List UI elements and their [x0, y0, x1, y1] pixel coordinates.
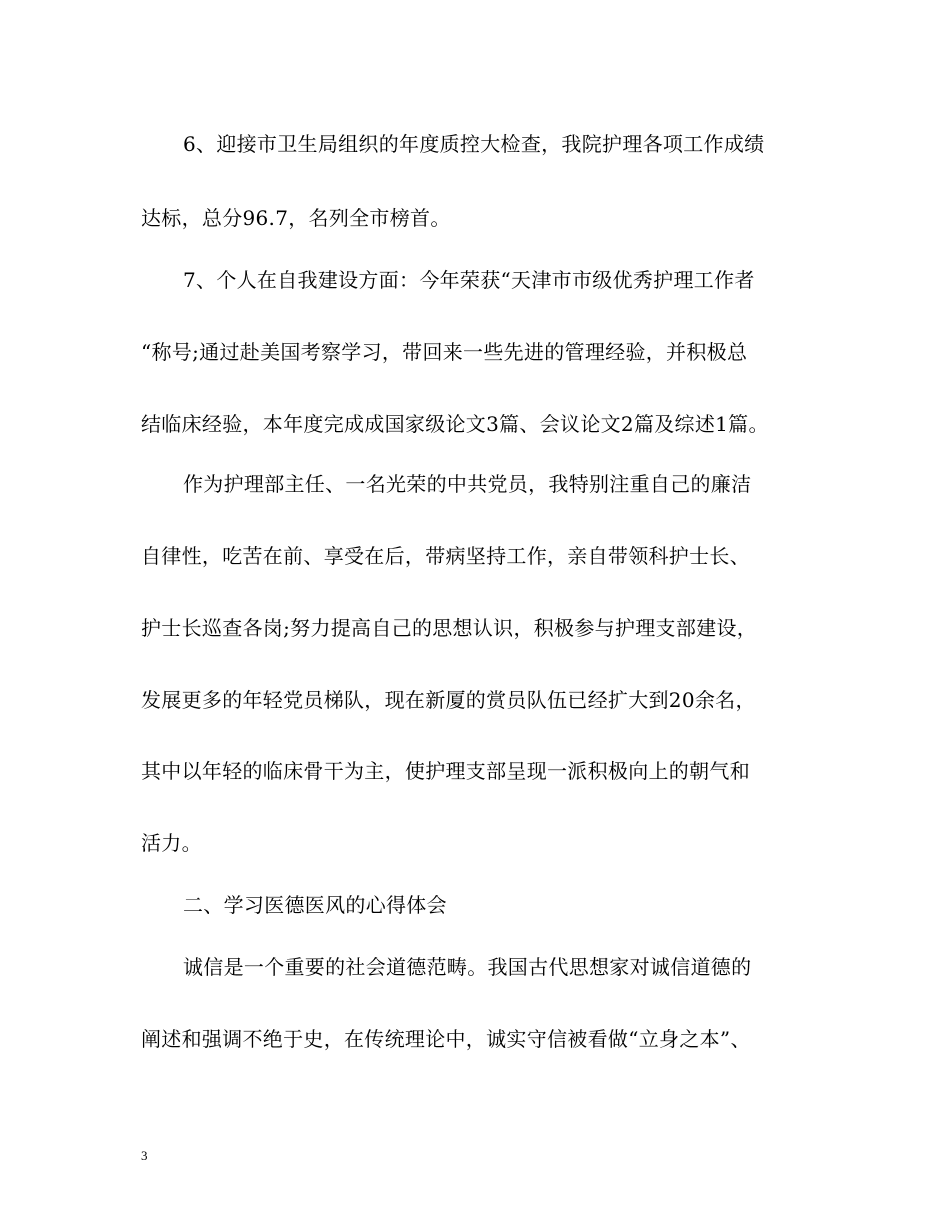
text-line: 自律性，吃苦在前、享受在后，带病坚持工作，亲自带领科护士长、 — [141, 544, 750, 568]
text-line: 其中以年轻的临床骨干为主，使护理支部呈现一派积极向上的朝气和 — [141, 759, 750, 783]
page-number: 3 — [141, 1148, 148, 1163]
text-line: “称号;通过赴美国考察学习，带回来一些先进的管理经验，并积极总 — [141, 340, 748, 364]
section-heading: 二、学习医德医风的心得体会 — [183, 893, 447, 917]
text-line: 结临床经验，本年度完成成国家级论文3篇、会议论文2篇及综述1篇。 — [141, 412, 769, 436]
text-line: 7、个人在自我建设方面：今年荣获“天津市市级优秀护理工作者 — [183, 268, 755, 292]
text-line: 作为护理部主任、一名光荣的中共党员，我特别注重自己的廉洁 — [183, 472, 752, 496]
text-line: 护士长巡查各岗;努力提高自己的思想认识，积极参与护理支部建设， — [141, 616, 758, 640]
text-line: 阐述和强调不绝于史，在传统理论中，诚实守信被看做“立身之本”、 — [141, 1027, 751, 1051]
text-line: 达标，总分96.7，名列全市榜首。 — [141, 206, 451, 230]
text-line: 6、迎接市卫生局组织的年度质控大检查，我院护理各项工作成绩 — [183, 132, 765, 156]
text-line: 活力。 — [141, 831, 202, 855]
text-line: 发展更多的年轻党员梯队，现在新厦的赏员队伍已经扩大到20余名， — [141, 688, 756, 712]
text-line: 诚信是一个重要的社会道德范畴。我国古代思想家对诚信道德的 — [183, 955, 752, 979]
